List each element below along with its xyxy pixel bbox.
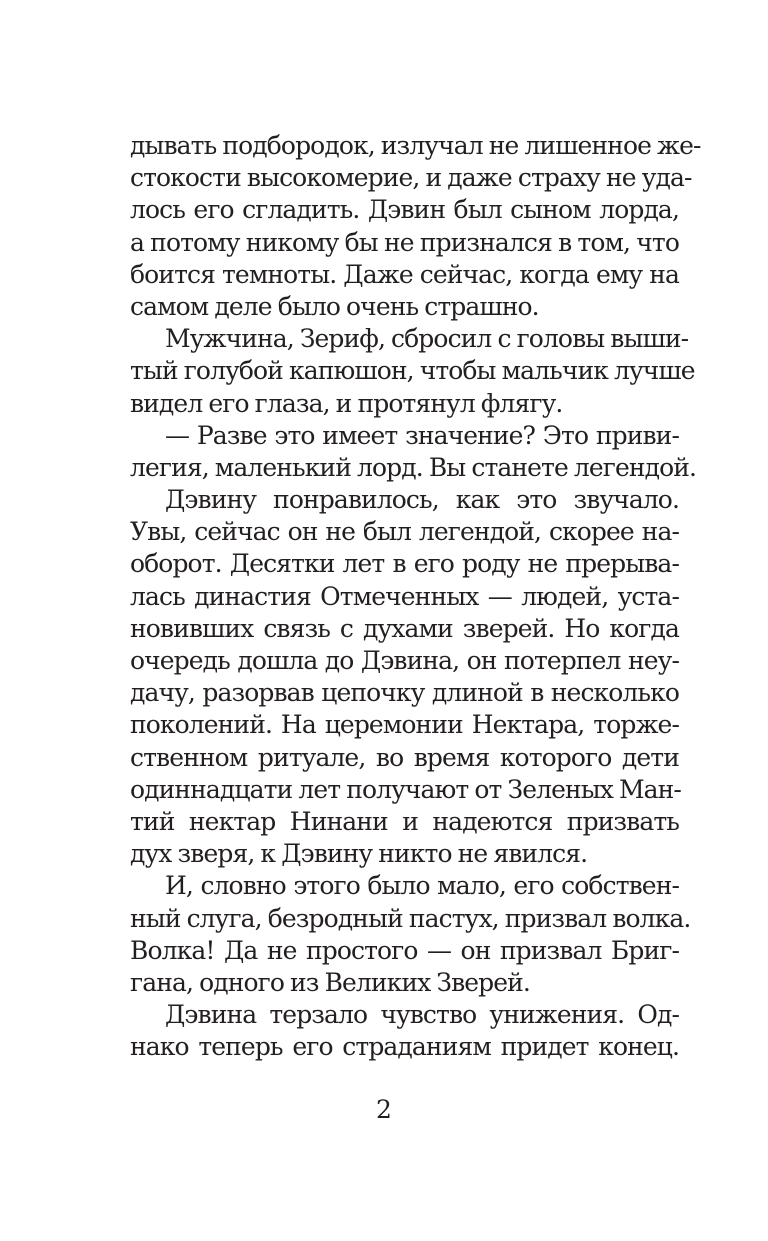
text-line: ный слуга, безродный пастух, призвал волка. xyxy=(130,903,691,933)
text-line: боится темноты. Даже сейчас, когда ему на xyxy=(130,259,679,289)
text-line: ственном ритуале, во время которого дети xyxy=(130,742,679,772)
text-line: одиннадцати лет получают от Зеленых Ман- xyxy=(130,774,681,804)
text-line: Дэвина терзало чувство унижения. Од- xyxy=(165,1000,679,1030)
text-line: дывать подбородок, излучал не лишенное же- xyxy=(130,131,701,160)
text-line: И, словно этого было мало, его собствен- xyxy=(165,871,679,901)
text-line: оборот. Десятки лет в его роду не прерыва- xyxy=(130,549,679,579)
text-line: тий нектар Нинани и надеются призвать xyxy=(130,806,679,836)
text-line: новивших связь с духами зверей. Но когда xyxy=(130,613,679,643)
text-line: — Разве это имеет значение? Это приви- xyxy=(165,420,679,450)
dialogue-paragraph xyxy=(130,420,697,484)
text-line: лось его сгладить. Дэвин был сыном лорда, xyxy=(130,195,679,225)
paragraph xyxy=(130,484,679,870)
text-line: видел его глаза, и протянул флягу. xyxy=(130,388,563,418)
text-line: лась династия Отмеченных — людей, уста- xyxy=(130,581,679,611)
text-line: самом деле было очень страшно. xyxy=(130,291,539,321)
text-line: Мужчина, Зериф, сбросил с головы выши- xyxy=(165,324,689,354)
text-line: дачу, разорвав цепочку длиной в несколько xyxy=(130,678,679,708)
text-line: Волка! Да не простого — он призвал Бриг- xyxy=(130,935,679,965)
text-line: тый голубой капюшон, чтобы мальчик лучше xyxy=(130,356,695,386)
paragraph xyxy=(130,870,691,999)
text-line: а потому никому бы не признался в том, что xyxy=(130,227,679,257)
paragraph xyxy=(130,999,679,1063)
text-line: нако теперь его страданиям придет конец. xyxy=(130,1032,679,1062)
page-number: 2 xyxy=(376,1095,392,1124)
text-line: легия, маленький лорд. Вы станете легендой. xyxy=(130,452,697,482)
text-line: поколений. На церемонии Нектара, торже- xyxy=(130,710,679,740)
paragraph xyxy=(130,130,701,323)
page-text-block xyxy=(130,130,701,1063)
text-line: очередь дошла до Дэвина, он потерпел неу- xyxy=(130,646,679,675)
text-line: гана, одного из Великих Зверей. xyxy=(130,967,530,997)
text-line: Дэвину понравилось, как это звучало. xyxy=(165,485,679,515)
text-line: стокости высокомерие, и даже страху не уда- xyxy=(130,163,692,193)
paragraph xyxy=(130,323,695,420)
text-line: дух зверя, к Дэвину никто не явился. xyxy=(130,839,588,869)
text-line: Увы, сейчас он не был легендой, скорее на- xyxy=(130,517,679,547)
